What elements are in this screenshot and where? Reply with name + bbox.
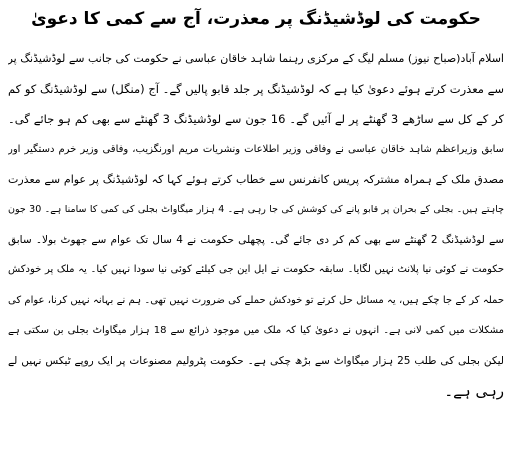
article-line: مصدق ملک کے ہمراہ مشترکہ پریس کانفرنس سے خطاب کرتے ہوئے کہا کہ لوڈشیڈنگ پر عوام سے معذرت [8, 172, 504, 186]
article-line: سے لوڈشیڈنگ 2 گھنٹے سے بھی کم کر دی جائے گی۔ پچھلی حکومت نے 4 سال تک عوام سے جھوٹ بولا۔ سابق [8, 234, 504, 247]
article-line: چاہتے ہیں۔ بجلی کے بحران پر قابو پانے کی کوشش کی جا رہی ہے۔ 4 ہزار میگاواٹ بجلی کی کمی کا سامنا ہے۔ 30 جون [8, 203, 504, 215]
article-line: حملہ کر کے جا چکے ہیں، یہ مسائل حل کرتے تو خودکش حملے کی ضرورت نہیں تھی۔ ہم نے بہانہ نہیں کرنا، عوام کی [8, 294, 504, 306]
article-line: کر کے کل سے ساڑھے 3 گھنٹے پر لے آئیں گے۔ 16 جون سے لوڈشیڈنگ 3 گھنٹے سے بھی کم ہو جائے گی۔ [8, 112, 504, 127]
article-headline: حکومت کی لوڈشیڈنگ پر معذرت، آج سے کمی کا دعویٰ [31, 9, 481, 29]
article-line: حکومت نے کوئی نیا پلانٹ نہیں لگایا۔ سابقہ حکومت نے ایل این جی کیلئے کوئی نیا سودا نہیں کیا۔ یہ ملک پر خودکش [8, 264, 504, 276]
article-line: سابق وزیراعظم شاہد خاقان عباسی نے وفاقی وزیر اطلاعات ونشریات مریم اورنگزیب، وفاقی وزیر خرم دستگیر اور [8, 143, 504, 155]
article-body [8, 44, 504, 406]
article-line: سے معذرت کرتے ہوئے دعویٰ کیا ہے کہ لوڈشیڈنگ پر جلد قابو پالیں گے۔ آج (منگل) سے لوڈشیڈنگ کو کم [8, 82, 504, 97]
article-line: لیکن بجلی کی طلب 25 ہزار میگاواٹ سے بڑھ چکی ہے۔ حکومت پٹرولیم مصنوعات پر ایک روپے ٹیکس نہیں لے [8, 354, 504, 367]
article-line: مشکلات میں کمی لانی ہے۔ انہوں نے دعویٰ کیا کہ ملک میں موجود ذرائع سے 18 ہزار میگاواٹ بجلی بن سکتی ہے [8, 324, 504, 336]
article-line: اسلام آباد(صباح نیوز) مسلم لیگ کے مرکزی رہنما شاہد خاقان عباسی نے حکومت کی جانب سے لوڈشیڈنگ پر [8, 52, 504, 65]
article-line: رہی ہے۔ [444, 382, 504, 401]
